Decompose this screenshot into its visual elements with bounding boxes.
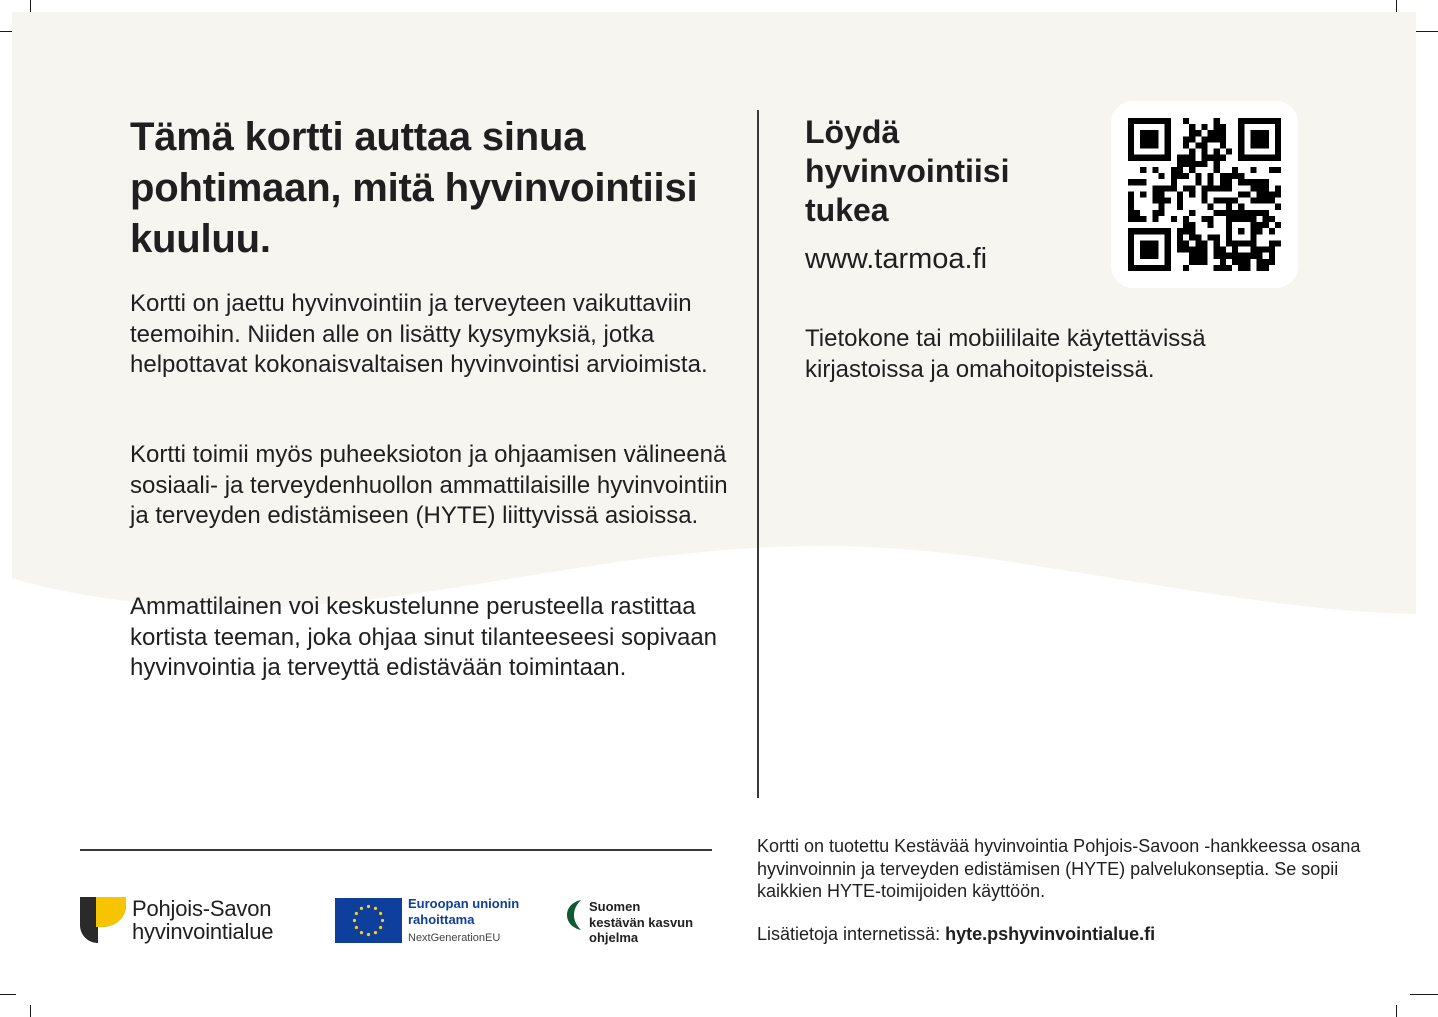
vertical-divider	[757, 110, 759, 798]
skk-leaf-icon	[567, 900, 583, 930]
headline: Tämä kortti auttaa sinua pohtimaan, mitä hyvinvointiisi kuuluu.	[130, 115, 698, 261]
eu-flag-icon	[335, 898, 402, 943]
pshva-name-line1: Pohjois-Savon	[132, 896, 272, 921]
qr-code-icon	[1128, 118, 1281, 271]
footer-description: Kortti on tuotettu Kestävää hyvinvointia Pohjois-Savoon -hankkeessa osana hyvinvoinnin ja terveyden edistämisen (HYTE) palvelukonseptia. Se sopii kaikkien HYTE-toimijoiden käyttöön.	[757, 836, 1361, 901]
pshva-logo-mark-icon	[80, 897, 126, 943]
crop-mark	[1396, 1005, 1397, 1017]
device-availability-text: Tietokone tai mobiililaite käytettävissä kirjastoissa ja omahoitopisteissä.	[805, 325, 1206, 383]
qr-code[interactable]	[1111, 101, 1298, 288]
professional-paragraph: Ammattilainen voi keskustelunne perusteella rastittaa kortista teeman, joka ohjaa sinut tilanteeseesi sopivaan hyvinvointia ja terveyttä edistävään toimintaan.	[130, 593, 718, 681]
horizontal-divider	[80, 849, 712, 851]
pshva-name-line2: hyvinvointialue	[132, 919, 274, 944]
more-info-label: Lisätietoja internetissä:	[757, 924, 941, 944]
more-info	[757, 922, 1155, 946]
eu-text-line2: rahoittama	[408, 912, 475, 927]
website-link[interactable]: www.tarmoa.fi	[805, 243, 988, 275]
eu-text-line3: NextGenerationEU	[408, 932, 501, 944]
left-column	[130, 112, 730, 265]
find-support-title: Löydä hyvinvointiisi tukea	[805, 114, 1010, 228]
skk-text-line1: Suomen	[589, 899, 641, 914]
referral-paragraph: Kortti toimii myös puheeksioton ja ohjaamisen välineenä sosiaali- ja terveydenhuollon ammattilaisille hyvinvointiin ja terveyden edistämiseen (HYTE) liittyvissä asioissa.	[130, 441, 728, 529]
intro-paragraph: Kortti on jaettu hyvinvointiin ja terveyteen vaikuttaviin teemoihin. Niiden alle on lisätty kysymyksiä, jotka helpottavat kokonaisvaltaisen hyvinvointisi arvioimista.	[130, 290, 708, 378]
more-info-link[interactable]: hyte.pshyvinvointialue.fi	[945, 924, 1156, 944]
crop-mark	[30, 1005, 31, 1017]
skk-text-line3: ohjelma	[589, 930, 639, 945]
skk-text-line2: kestävän kasvun	[589, 914, 694, 930]
eu-text-line1: Euroopan unionin	[408, 896, 520, 911]
